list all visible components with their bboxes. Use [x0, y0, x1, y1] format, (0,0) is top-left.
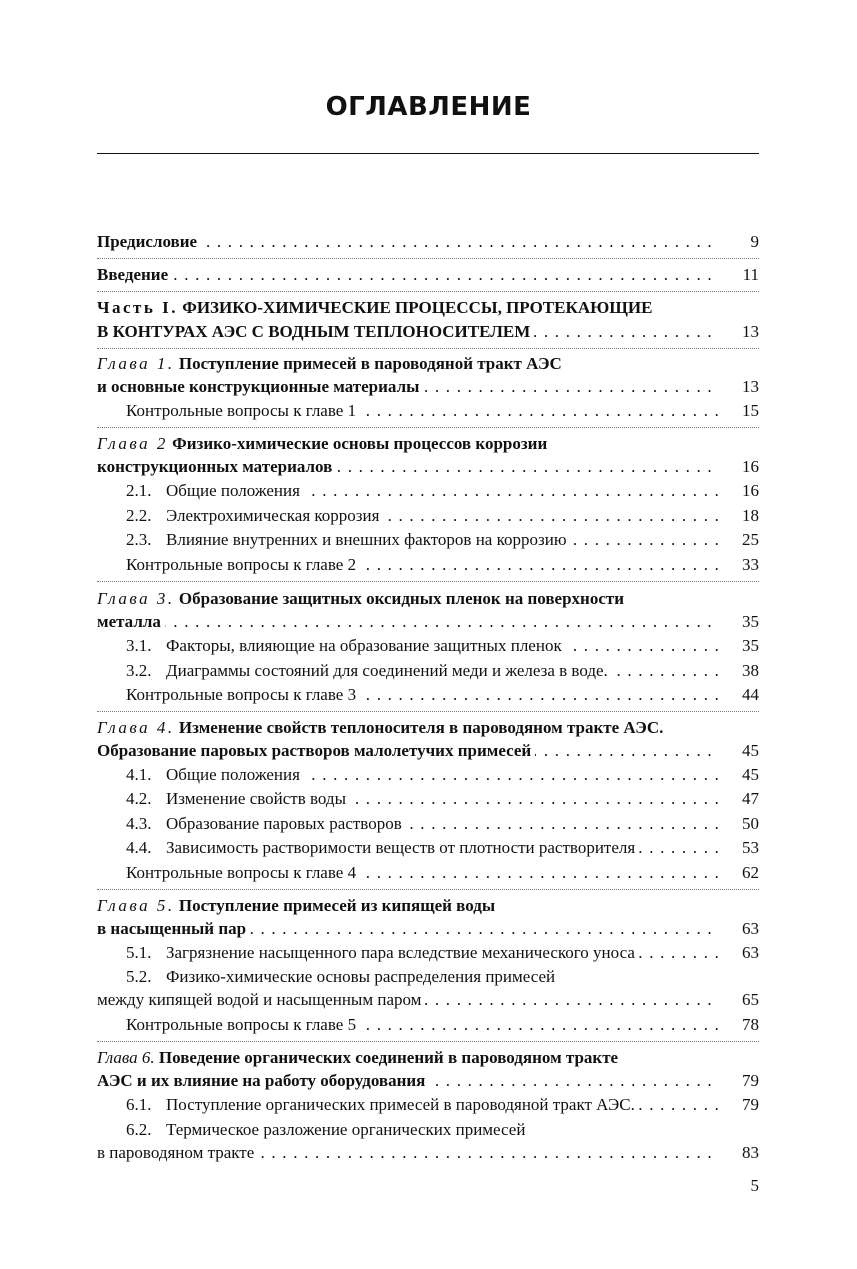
entry-page: 16 — [719, 479, 759, 503]
entry-page: 79 — [719, 1093, 759, 1117]
toc-part-1-heading[interactable] — [97, 296, 759, 320]
toc-chapter-6-heading[interactable] — [97, 1046, 759, 1070]
section-number: 4.1. — [126, 765, 152, 784]
section-number: 4.3. — [126, 814, 152, 833]
page-number: 5 — [750, 1176, 759, 1195]
chapter-label: Глава 5. — [97, 896, 175, 915]
toc-section-6-1[interactable] — [126, 1093, 759, 1117]
section-title: Поступление органических примесей в пароводяной тракт АЭС. — [166, 1095, 635, 1114]
entry-page: 53 — [719, 836, 759, 860]
title-rule — [97, 153, 759, 154]
part-title-line1: ФИЗИКО-ХИМИЧЕСКИЕ ПРОЦЕССЫ, ПРОТЕКАЮЩИЕ — [182, 298, 653, 317]
toc-chapter-5[interactable] — [97, 917, 759, 941]
section-title: Изменение свойств воды — [166, 789, 346, 808]
chapter-title-line1: Изменение свойств теплоносителя в пароводяном тракте АЭС. — [178, 718, 664, 737]
toc-chapter-3-heading[interactable] — [97, 587, 759, 611]
toc-chapter-3[interactable] — [97, 610, 759, 634]
section-number: 2.1. — [126, 481, 152, 500]
entry-title: . . . Контрольные вопросы к главе 3 — [126, 683, 360, 707]
toc-section-3-1[interactable] — [126, 634, 759, 658]
chapter-title-line2: . . . конструкционных материалов — [97, 455, 336, 479]
entry-page: 15 — [719, 399, 759, 423]
entry-page: 25 — [719, 528, 759, 552]
section-title: Факторы, влияющие на образование защитных пленок — [166, 636, 562, 655]
chapter-title-line1: Образование защитных оксидных пленок на поверхности — [178, 589, 625, 608]
entry-page: 9 — [719, 230, 759, 254]
chapter-title-line2: . . . металла — [97, 610, 165, 634]
section-title: Образование паровых растворов — [166, 814, 402, 833]
entry-page: 35 — [719, 610, 759, 634]
toc-questions-4[interactable] — [126, 861, 759, 885]
entry-page: 65 — [719, 988, 759, 1012]
entry-page: 63 — [719, 941, 759, 965]
section-number: 5.2. — [126, 967, 152, 986]
toc-section-4-2[interactable] — [126, 787, 759, 811]
toc-section-5-2[interactable] — [97, 988, 759, 1012]
toc-questions-3[interactable] — [126, 683, 759, 707]
toc-section-4-3[interactable] — [126, 812, 759, 836]
divider — [97, 889, 759, 890]
chapter-title-line2: . . . в насыщенный пар — [97, 917, 250, 941]
section-title: Электрохимическая коррозия — [166, 506, 380, 525]
toc-section-5-2-heading[interactable] — [126, 965, 759, 989]
chapter-title-line1: Физико-химические основы процессов коррозии — [172, 434, 548, 453]
section-number: 6.1. — [126, 1095, 152, 1114]
chapter-title-line1: Поступление примесей в пароводяной тракт АЭС — [178, 354, 562, 373]
toc-section-2-2[interactable] — [126, 504, 759, 528]
divider — [97, 291, 759, 292]
toc-chapter-6[interactable] — [97, 1069, 759, 1093]
toc-chapter-2-heading[interactable] — [97, 432, 759, 456]
toc-section-2-1[interactable] — [126, 479, 759, 503]
entry-page: 18 — [719, 504, 759, 528]
entry-page: 50 — [719, 812, 759, 836]
chapter-label: Глава 1. — [97, 354, 175, 373]
entry-page: 13 — [719, 375, 759, 399]
section-number: 2.2. — [126, 506, 152, 525]
entry-title: . . . Контрольные вопросы к главе 1 — [126, 399, 360, 423]
entry-page: 45 — [719, 763, 759, 787]
entry-page: 33 — [719, 553, 759, 577]
toc-entry-introduction[interactable] — [97, 263, 759, 287]
toc-chapter-1-heading[interactable] — [97, 352, 759, 376]
entry-page: 38 — [719, 659, 759, 683]
entry-title: . . . Контрольные вопросы к главе 2 — [126, 553, 360, 577]
section-title: Зависимость растворимости веществ от плотности растворителя — [166, 838, 636, 857]
entry-page: 62 — [719, 861, 759, 885]
entry-page: 83 — [719, 1141, 759, 1165]
divider — [97, 258, 759, 259]
part-title-line2: . . . В КОНТУРАХ АЭС С ВОДНЫМ ТЕПЛОНОСИТЕЛЕМ — [97, 320, 534, 344]
toc-entry-preface[interactable] — [97, 230, 759, 254]
toc-section-4-4[interactable] — [126, 836, 759, 860]
section-title-line2: . . . между кипящей водой и насыщенным паром — [97, 988, 425, 1012]
chapter-title-line2: . . . Образование паровых растворов малолетучих примесей — [97, 739, 535, 763]
entry-page: 44 — [719, 683, 759, 707]
divider — [97, 348, 759, 349]
entry-title: . . . Введение — [97, 263, 172, 287]
entry-page: 63 — [719, 917, 759, 941]
section-title: Общие положения — [166, 765, 300, 784]
section-title-line1: Физико-химические основы распределения примесей — [166, 967, 556, 986]
toc-chapter-2[interactable] — [97, 455, 759, 479]
section-title-line2: . . . в пароводяном тракте — [97, 1141, 258, 1165]
entry-page: 35 — [719, 634, 759, 658]
section-title: Диаграммы состояний для соединений меди и железа в воде. — [166, 661, 608, 680]
entry-page: 13 — [719, 320, 759, 344]
toc-chapter-5-heading[interactable] — [97, 894, 759, 918]
entry-title: . . . Контрольные вопросы к главе 4 — [126, 861, 360, 885]
section-number: 5.1. — [126, 943, 152, 962]
toc-questions-5[interactable] — [126, 1013, 759, 1037]
divider — [97, 711, 759, 712]
entry-page: 79 — [719, 1069, 759, 1093]
page-title: ОГЛАВЛЕНИЕ — [325, 92, 532, 122]
section-number: 3.2. — [126, 661, 152, 680]
toc-chapter-4-heading[interactable] — [97, 716, 759, 740]
divider — [97, 581, 759, 582]
divider — [97, 427, 759, 428]
section-number: 2.3. — [126, 530, 152, 549]
part-label: Часть I. — [97, 298, 178, 317]
section-title: Общие положения — [166, 481, 300, 500]
toc-questions-1[interactable] — [126, 399, 759, 423]
section-number: 6.2. — [126, 1120, 152, 1139]
chapter-label: Глава 2 — [97, 434, 168, 453]
chapter-title-line1: Поступление примесей из кипящей воды — [178, 896, 496, 915]
toc-section-6-2[interactable] — [97, 1141, 759, 1165]
chapter-title-line1: Поведение органических соединений в пароводяном тракте — [158, 1048, 619, 1067]
chapter-label: Глава 4. — [97, 718, 175, 737]
section-title: Загрязнение насыщенного пара вследствие механического уноса — [166, 943, 635, 962]
toc-questions-2[interactable] — [126, 553, 759, 577]
entry-page: 47 — [719, 787, 759, 811]
chapter-title-line2: . . . АЭС и их влияние на работу оборудования — [97, 1069, 429, 1093]
toc-section-5-1[interactable] — [126, 941, 759, 965]
section-number: 3.1. — [126, 636, 152, 655]
section-title: Влияние внутренних и внешних факторов на коррозию — [166, 530, 567, 549]
section-number: 4.4. — [126, 838, 152, 857]
divider — [97, 1041, 759, 1042]
toc-section-3-2[interactable] — [126, 659, 759, 683]
chapter-label: Глава 6. — [97, 1048, 155, 1067]
entry-title: . . . Предисловие — [97, 230, 201, 254]
toc-section-4-1[interactable] — [126, 763, 759, 787]
toc-section-2-3[interactable] — [126, 528, 759, 552]
entry-page: 11 — [719, 263, 759, 287]
toc-chapter-1[interactable] — [97, 375, 759, 399]
section-title-line1: Термическое разложение органических примесей — [166, 1120, 526, 1139]
entry-page: 16 — [719, 455, 759, 479]
toc-chapter-4[interactable] — [97, 739, 759, 763]
entry-page: 45 — [719, 739, 759, 763]
entry-title: . . . Контрольные вопросы к главе 5 — [126, 1013, 360, 1037]
chapter-title-line2: . . . и основные конструкционные материалы — [97, 375, 423, 399]
section-number: 4.2. — [126, 789, 152, 808]
entry-page: 78 — [719, 1013, 759, 1037]
toc-section-6-2-heading[interactable] — [126, 1118, 759, 1142]
chapter-label: Глава 3. — [97, 589, 175, 608]
toc-part-1[interactable] — [97, 320, 759, 344]
